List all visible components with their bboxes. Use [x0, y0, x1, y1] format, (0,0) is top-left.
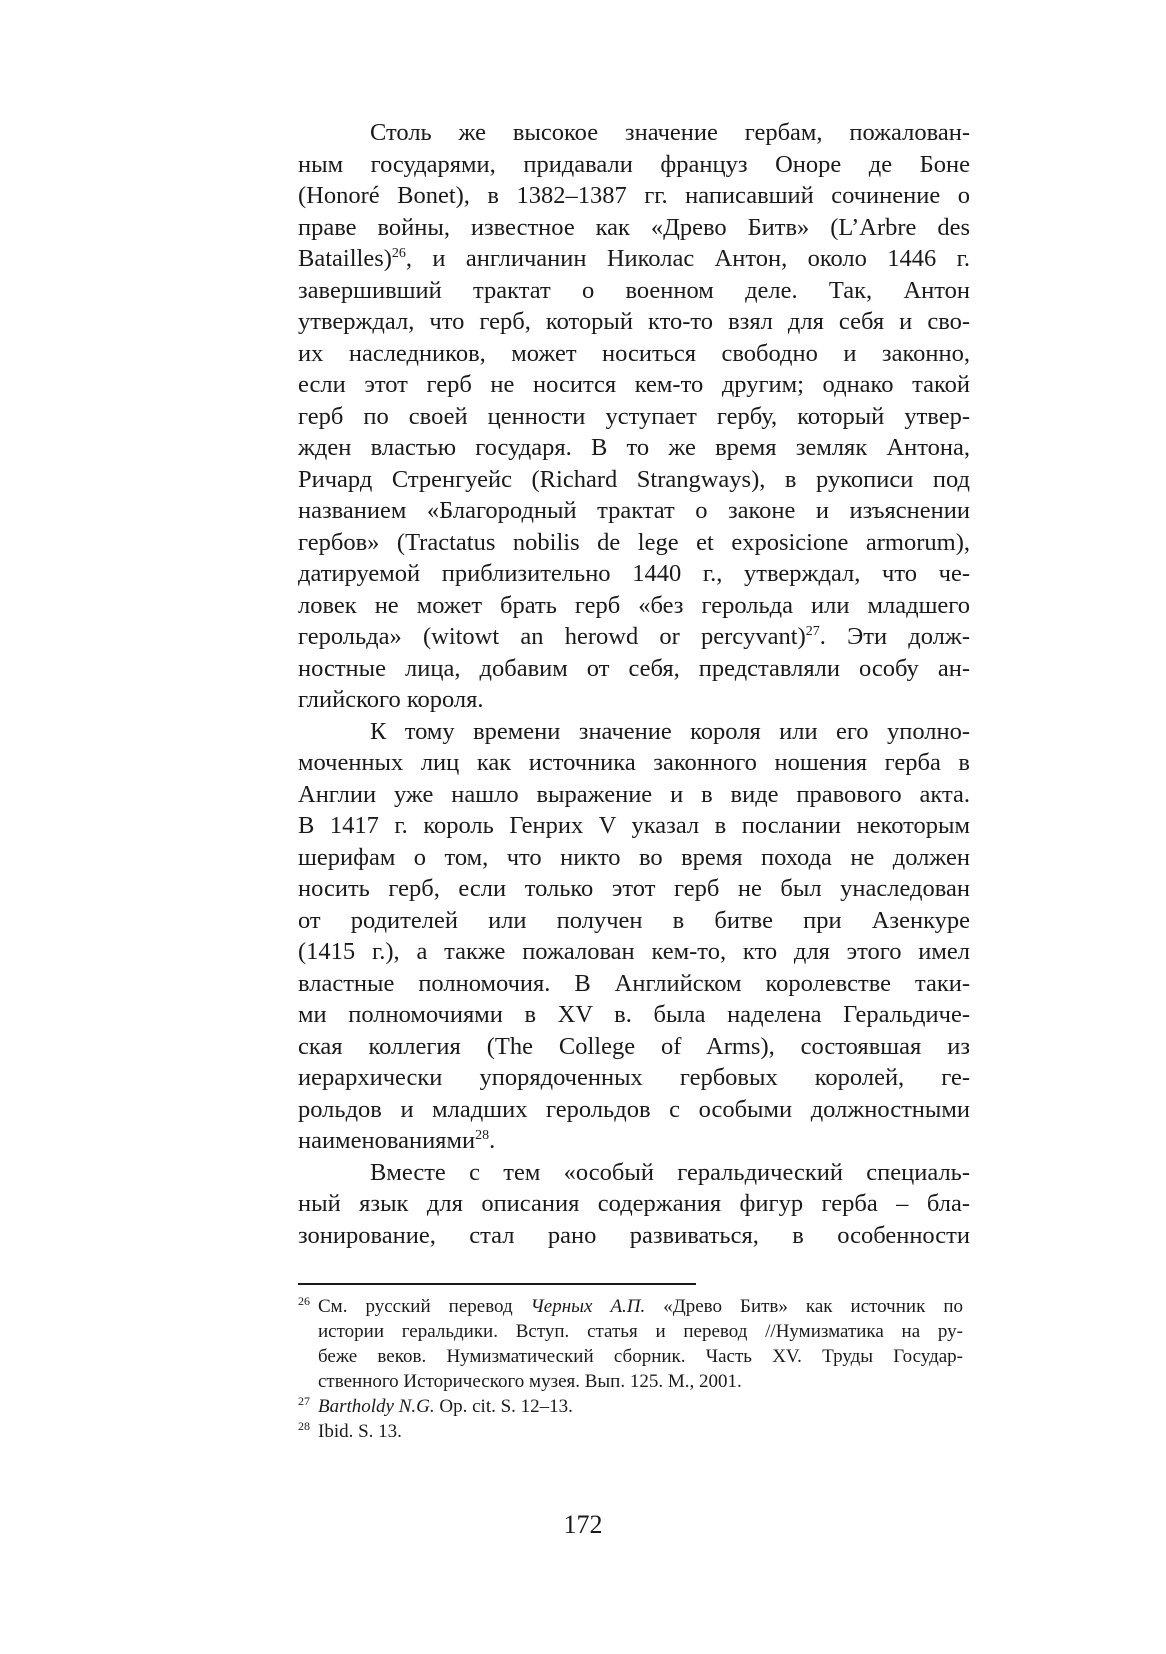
text-line: моченных лиц как источника законного ношения герба в: [298, 749, 970, 776]
footnote-line: истории геральдики. Вступ. статья и перевод //Нумизматика на ру-: [318, 1321, 963, 1342]
footnotes: [298, 1294, 963, 1444]
footnote-separator: [298, 1283, 696, 1285]
footnote-27: [298, 1394, 963, 1419]
main-text: [298, 117, 970, 1251]
footnote-26: [298, 1294, 963, 1394]
text-line: ская коллегия (The College of Arms), состоявшая из: [298, 1032, 970, 1060]
text-line: рольдов и младших герольдов с особыми должностными: [298, 1095, 970, 1123]
text-line: ловек не может брать герб «без герольда или младшего: [298, 591, 970, 619]
paragraph: [298, 1157, 970, 1252]
text-line: [298, 243, 970, 275]
footnote-ref-28[interactable]: 28: [475, 1127, 490, 1143]
footnote-ref-27[interactable]: 27: [805, 623, 820, 639]
text-segment: Ibid. S. 13.: [318, 1421, 402, 1442]
text-line: их наследников, может носиться свободно и законно,: [298, 339, 970, 367]
text-line: завершивший трактат о военном деле. Так, Антон: [298, 276, 970, 304]
footnote-line: ственного Исторического музея. Вып. 125. М., 2001.: [318, 1371, 742, 1392]
author-name: Черных А.П.: [530, 1296, 646, 1317]
text-line: утверждал, что герб, который кто-то взял для себя и сво-: [298, 308, 970, 335]
text-line: (1415 г.), а также пожалован кем-то, кто для этого имел: [298, 938, 970, 965]
text-line: Столь же высокое значение гербам, пожалован-: [370, 119, 970, 146]
footnote-line: $^{28}$ Ibid. S. 13.: [298, 1418, 402, 1442]
author-name: Bartholdy N.G.: [318, 1396, 435, 1417]
text-line: носить герб, если только этот герб не был унаследован: [298, 875, 970, 902]
text-line: датируемой приблизительно 1440 г., утверждал, что че-: [298, 560, 970, 587]
text-line: иерархически упорядоченных гербовых королей, ге-: [298, 1064, 970, 1091]
text-line: если этот герб не носится кем-то другим; однако такой: [298, 371, 970, 398]
text-line: гербов» (Tractatus nobilis de lege et exposicione armorum),: [298, 528, 970, 556]
text-segment: , и англичанин Николас Антон, около 1446 г.: [405, 245, 970, 272]
text-line: властные полномочия. В Английском королевстве таки-: [298, 969, 970, 997]
text-line: Ричард Стренгуейс (Richard Strangways), в рукописи под: [298, 465, 970, 493]
text-segment: См. русский перевод: [318, 1296, 531, 1317]
text-line: зонирование, стал рано развиваться, в особенности: [298, 1221, 970, 1249]
footnote-line: $^{27}$ Bartholdy N.G. Op. cit. S. 12–13.: [298, 1393, 573, 1417]
text-line: жден властью государя. В то же время земляк Антона,: [298, 434, 970, 461]
text-line: [298, 1125, 970, 1157]
footnote-28: [298, 1419, 963, 1444]
page-number: 172: [563, 1510, 603, 1539]
footnote-ref-26[interactable]: 26: [391, 245, 406, 261]
text-line: ным государями, придавали француз Оноре де Боне: [298, 150, 970, 178]
text-line: названием «Благородный трактат о законе и изъяснении: [298, 497, 970, 524]
text-line: [298, 621, 970, 653]
text-segment: . Эти долж-: [819, 623, 970, 650]
text-line: праве войны, известное как «Древо Битв» (L’Arbre des: [298, 213, 970, 241]
text-line: шерифам о том, что никто во время похода не должен: [298, 843, 970, 871]
text-line: ный язык для описания содержания фигур герба – бла-: [298, 1190, 970, 1217]
text-line: от родителей или получен в битве при Азенкуре: [298, 906, 970, 934]
text-line: глийского короля.: [298, 686, 484, 713]
text-line: К тому времени значение короля или его уполно-: [370, 717, 970, 745]
paragraph: [298, 117, 970, 716]
text-line: В 1417 г. король Генрих V указал в послании некоторым: [298, 812, 970, 839]
text-segment: герольда» (witowt an herowd or percyvant): [298, 623, 806, 650]
text-line: (Honoré Bonet), в 1382–1387 гг. написавший сочинение о: [298, 182, 970, 209]
footnote-line: беже веков. Нумизматический сборник. Часть XV. Труды Государ-: [318, 1346, 963, 1367]
text-line: Англии уже нашло выражение и в виде правового акта.: [298, 780, 970, 808]
text-line: ностные лица, добавим от себя, представляли особу ан-: [298, 654, 970, 682]
text-segment: Batailles): [298, 245, 392, 272]
text-segment: .: [489, 1127, 496, 1154]
text-segment: Op. cit. S. 12–13.: [434, 1396, 573, 1417]
footnote-line: $^{26}$ См. русский перевод Черных А.П. «Древо Битв» как источник по: [298, 1293, 963, 1317]
paragraph: [298, 716, 970, 1157]
text-line: ми полномочиями в XV в. была наделена Геральдиче-: [298, 1001, 970, 1028]
text-segment: «Древо Битв» как источник по: [645, 1296, 963, 1317]
text-line: Вместе с тем «особый геральдический специаль-: [370, 1158, 970, 1186]
text-line: герб по своей ценности уступает гербу, который утвер-: [298, 402, 970, 430]
text-segment: наименованиями: [298, 1127, 476, 1154]
